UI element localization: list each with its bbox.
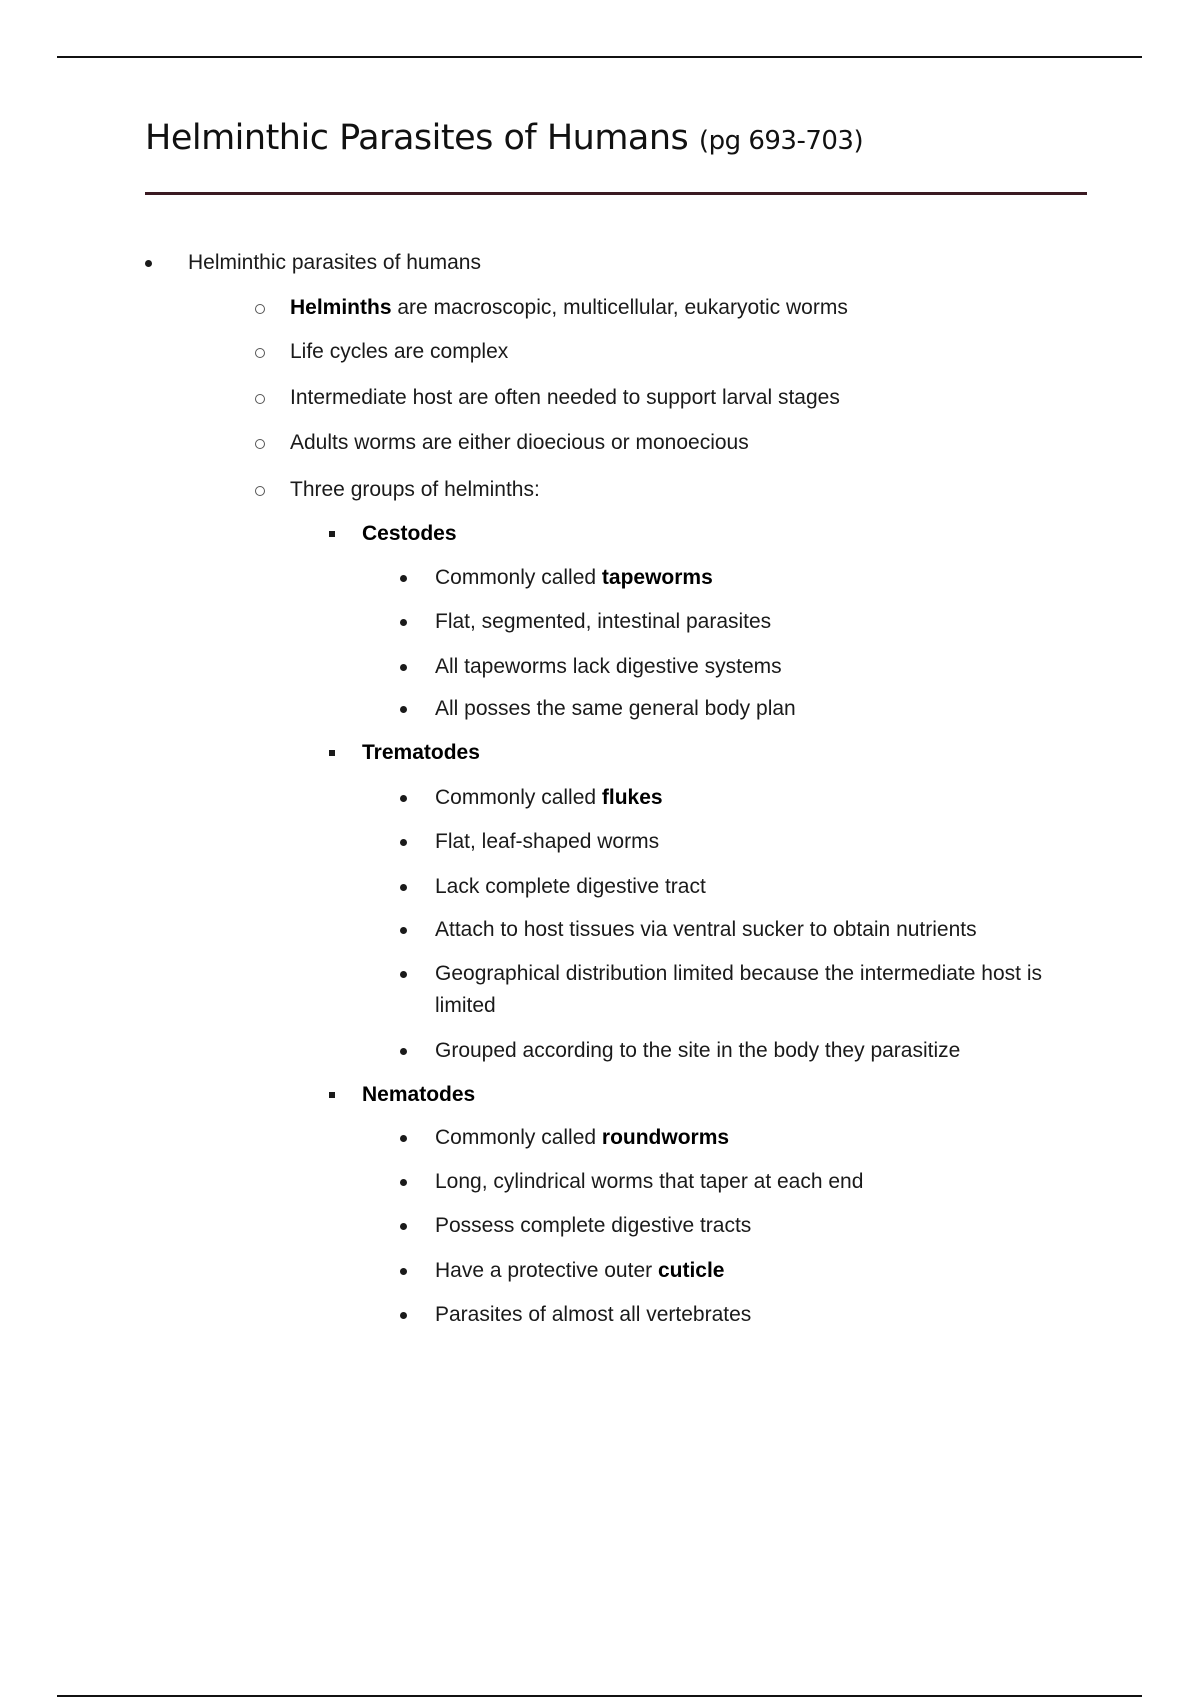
outline-l4-item: Lack complete digestive tract — [435, 875, 706, 898]
outline-l4-item: Flat, segmented, intestinal parasites — [435, 610, 772, 633]
group-heading-trematodes: Trematodes — [362, 741, 480, 764]
outline-l4-item: Have a protective outer cuticle — [435, 1259, 725, 1282]
page-title — [145, 118, 863, 158]
bullet-disc-icon — [400, 915, 407, 934]
outline-l4-item: Commonly called roundworms — [435, 1126, 730, 1149]
bullet-disc-icon — [400, 959, 407, 978]
title-underline — [145, 192, 1087, 195]
outline-l4-item: All tapeworms lack digestive systems — [435, 655, 782, 678]
bullet-disc-icon — [400, 872, 407, 891]
title-page-range: (pg 693-703) — [698, 126, 864, 156]
bullet-disc-icon — [400, 1036, 407, 1055]
bullet-circle-icon — [255, 383, 265, 404]
page-bottom-rule — [57, 1695, 1142, 1697]
outline-l4-item: Flat, leaf-shaped worms — [435, 830, 660, 853]
outline-l2-item: Intermediate host are often needed to support larval stages — [290, 386, 840, 409]
bullet-disc-icon — [400, 694, 407, 713]
outline-l2-item: Three groups of helminths: — [290, 478, 540, 501]
bullet-disc-icon — [400, 1123, 407, 1142]
outline-l4-item: Commonly called tapeworms — [435, 566, 713, 589]
bullet-disc-icon — [400, 607, 407, 626]
outline-l4-item: Possess complete digestive tracts — [435, 1214, 752, 1237]
bullet-square-icon — [329, 1080, 335, 1098]
outline-l4-item: Attach to host tissues via ventral sucker to obtain nutrients — [435, 918, 977, 941]
outline-l2-item: Life cycles are complex — [290, 340, 509, 363]
bullet-circle-icon — [255, 337, 265, 358]
outline-l4-item: Commonly called flukes — [435, 786, 663, 809]
group-heading-nematodes: Nematodes — [362, 1083, 476, 1106]
bullet-disc-icon — [145, 248, 152, 267]
outline-l1-item: Helminthic parasites of humans — [188, 251, 481, 274]
outline-l2-item: Helminths are macroscopic, multicellular, eukaryotic worms — [290, 296, 848, 319]
group-heading-cestodes: Cestodes — [362, 522, 457, 545]
bullet-circle-icon — [255, 428, 265, 449]
bullet-disc-icon — [400, 1211, 407, 1230]
outline-l4-item: Grouped according to the site in the body they parasitize — [435, 1039, 961, 1062]
outline-l4-item-continuation: limited — [435, 994, 496, 1017]
bullet-square-icon — [329, 738, 335, 756]
bullet-disc-icon — [400, 783, 407, 802]
bullet-disc-icon — [400, 563, 407, 582]
outline-l4-item: Long, cylindrical worms that taper at each end — [435, 1170, 864, 1193]
outline-l4-item: Parasites of almost all vertebrates — [435, 1303, 752, 1326]
bullet-disc-icon — [400, 827, 407, 846]
bullet-square-icon — [329, 519, 335, 537]
title-main: Helminthic Parasites of Humans — [145, 118, 699, 158]
bullet-disc-icon — [400, 1167, 407, 1186]
bullet-circle-icon — [255, 475, 265, 496]
page-top-rule — [57, 56, 1142, 58]
bullet-disc-icon — [400, 652, 407, 671]
outline-l4-item: Geographical distribution limited because the intermediate host is — [435, 962, 1043, 985]
bullet-circle-icon — [255, 293, 265, 314]
bullet-disc-icon — [400, 1300, 407, 1319]
bullet-disc-icon — [400, 1256, 407, 1275]
outline-l4-item: All posses the same general body plan — [435, 697, 796, 720]
outline-l2-item: Adults worms are either dioecious or monoecious — [290, 431, 749, 454]
